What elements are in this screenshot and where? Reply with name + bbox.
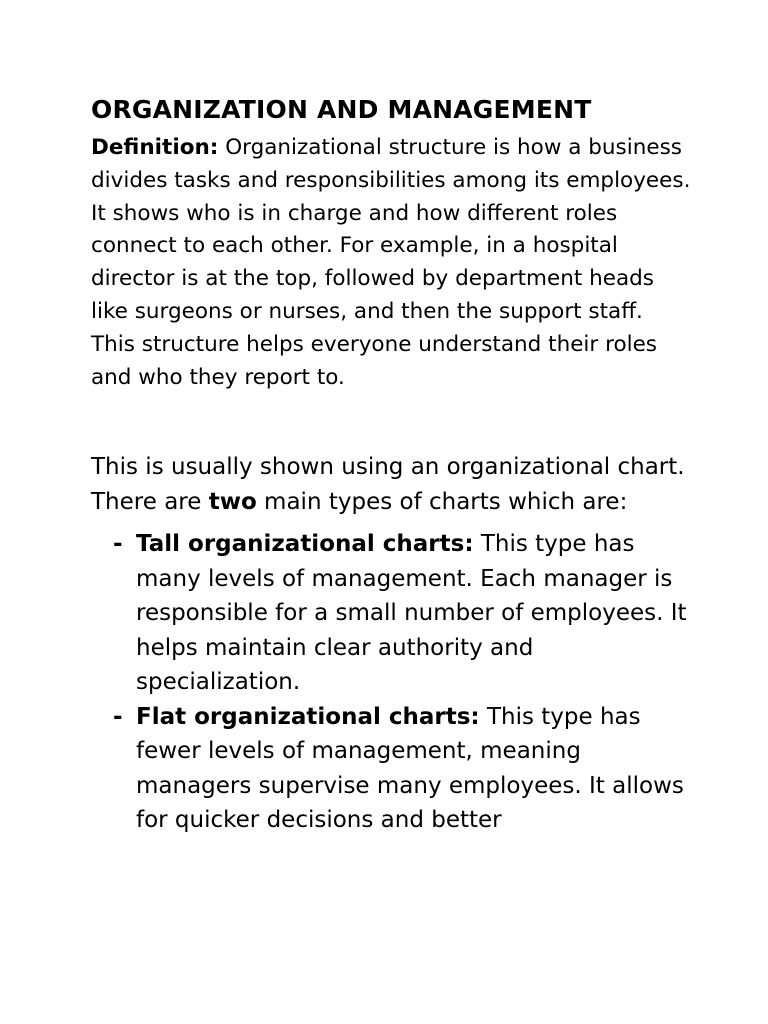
bullet-label: Flat organizational charts: bbox=[136, 703, 480, 730]
page-title: ORGANIZATION AND MANAGEMENT bbox=[91, 95, 592, 124]
document-page bbox=[91, 92, 691, 838]
list-item-tall-charts bbox=[91, 527, 691, 700]
bullet-text: This type has many levels of management. Each manager is responsible for a small number of employees. It helps maintain clear authority and specialization. bbox=[136, 531, 687, 696]
paragraph-spacer bbox=[91, 394, 691, 450]
bullet-label: Tall organizational charts: bbox=[136, 531, 474, 558]
chart-types-list bbox=[91, 527, 691, 838]
definition-paragraph bbox=[91, 132, 691, 394]
list-item-flat-charts bbox=[91, 700, 691, 838]
definition-text: Organizational structure is how a business divides tasks and responsibilities among its employees. It shows who is in charge and how different roles connect to each other. For example, in a hospital director is at the top, followed by department heads like surgeons or nurses, and then the support staff. This structure helps everyone understand their roles and who they report to. bbox=[91, 135, 691, 390]
bullet-dash: - bbox=[113, 703, 123, 730]
definition-label: Definition: bbox=[91, 135, 219, 160]
intro-text-after: main types of charts which are: bbox=[256, 488, 628, 515]
bullet-dash: - bbox=[113, 531, 123, 558]
intro-text-before: This is usually shown using an organizational chart. There are bbox=[91, 454, 685, 515]
intro-paragraph bbox=[91, 450, 691, 519]
intro-bold-word: two bbox=[208, 488, 257, 515]
bullet-text: This type has fewer levels of management, meaning managers supervise many employees. It allows for quicker decisions and better bbox=[136, 703, 684, 834]
